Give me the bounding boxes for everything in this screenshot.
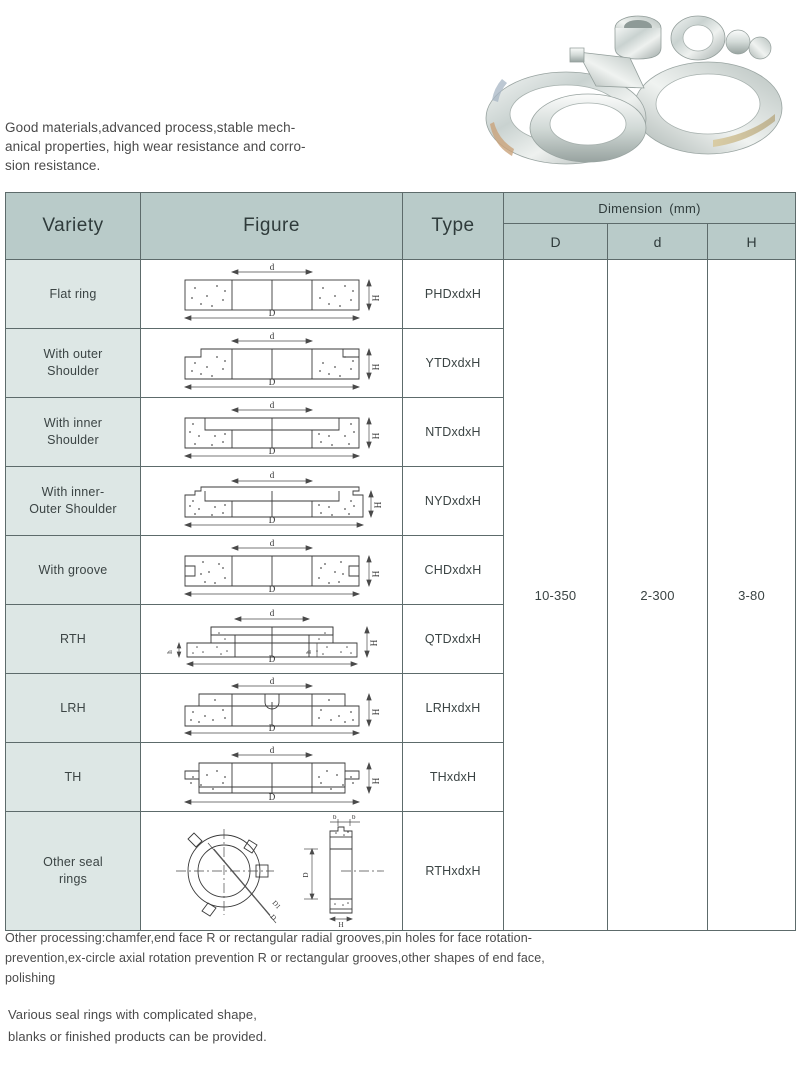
- sphere-group: [726, 30, 771, 59]
- intro-line-2: anical properties, high wear resistance and corro-: [5, 139, 306, 154]
- variety-label: With groove: [38, 562, 108, 577]
- label-height: H: [370, 777, 381, 785]
- variety-label: With inner-: [41, 485, 105, 499]
- table-body: [6, 260, 796, 931]
- variety-lrh: [6, 674, 141, 743]
- label-inner-diameter: d: [269, 262, 274, 272]
- cylinder-ring: [671, 16, 725, 60]
- variety-th: [6, 743, 141, 812]
- type-code: YTDxdxH: [403, 329, 504, 398]
- label-plan-D1: D1: [270, 898, 282, 911]
- figure-outer-shoulder: [141, 329, 403, 398]
- dimension-value-D: 10-350: [504, 260, 608, 931]
- intro-line-3: sion resistance.: [5, 158, 101, 173]
- type-code: CHDxdxH: [403, 536, 504, 605]
- label-outer-diameter: D: [268, 446, 275, 456]
- header-dim-d: d: [608, 224, 708, 260]
- label-section-b1: b: [351, 815, 355, 821]
- label-outer-diameter: D: [268, 515, 275, 525]
- variety-outer-shoulder: [6, 329, 141, 398]
- label-outer-diameter: D: [268, 308, 275, 318]
- inner-shoulder-section-drawing: [157, 400, 387, 464]
- type-code: PHDxdxH: [403, 260, 504, 329]
- plan-view: [188, 833, 268, 916]
- specification-table: [5, 192, 796, 931]
- figure-th: [141, 743, 403, 812]
- intro-paragraph: [5, 118, 395, 175]
- label-inner-diameter: d: [269, 400, 274, 410]
- label-height: H: [370, 570, 381, 578]
- variety-label: Flat ring: [49, 286, 97, 301]
- label-outer-diameter: D: [268, 792, 275, 802]
- label-section-b: b: [332, 815, 336, 821]
- figure-inner-shoulder: [141, 398, 403, 467]
- flat-ring-section-drawing: [157, 262, 387, 326]
- closing-line-1: Various seal rings with complicated shape,: [8, 1007, 257, 1022]
- label-outer-diameter: D: [268, 584, 275, 594]
- sleeve-part: [615, 16, 661, 59]
- header-dim-H: H: [708, 224, 796, 260]
- variety-label: With outer: [43, 347, 103, 361]
- label-plan-D: D: [268, 912, 278, 923]
- type-code: QTDxdxH: [403, 605, 504, 674]
- label-inner-diameter: d: [269, 538, 274, 548]
- with-groove-section-drawing: [157, 538, 387, 602]
- lrh-notched-section-drawing: [157, 676, 387, 740]
- label-height: H: [370, 294, 381, 302]
- label-height: H: [370, 708, 381, 716]
- closing-notes: [8, 1004, 608, 1048]
- label-step-height: h: [165, 650, 174, 654]
- figure-other-seal-rings: [141, 812, 403, 931]
- variety-label-2: Shoulder: [47, 364, 99, 378]
- processing-notes: [5, 928, 695, 988]
- figure-lrh: [141, 674, 403, 743]
- label-step-height-2: h: [304, 650, 313, 654]
- label-inner-diameter: d: [269, 470, 274, 480]
- product-photo: [470, 0, 800, 182]
- type-code: LRHxdxH: [403, 674, 504, 743]
- table-row: [6, 260, 796, 329]
- label-inner-diameter: d: [269, 608, 274, 618]
- type-code: THxdxH: [403, 743, 504, 812]
- variety-label-2: Shoulder: [47, 433, 99, 447]
- label-section-H: H: [337, 921, 344, 927]
- variety-other-seal-rings: [6, 812, 141, 931]
- variety-with-groove: [6, 536, 141, 605]
- side-section-view: [330, 827, 352, 913]
- table-header: [6, 193, 796, 260]
- variety-label: LRH: [60, 700, 86, 715]
- header-figure: Figure: [141, 193, 403, 260]
- variety-rth: [6, 605, 141, 674]
- type-code: NYDxdxH: [403, 467, 504, 536]
- label-height: H: [370, 432, 381, 440]
- note-line-1: Other processing:chamfer,end face R or rectangular radial grooves,pin holes for face rotation-: [5, 931, 533, 945]
- inner-outer-shoulder-section-drawing: [157, 469, 387, 533]
- label-inner-diameter: d: [269, 331, 274, 341]
- seal-rings-illustration: [470, 0, 800, 182]
- label-outer-diameter: D: [268, 377, 275, 387]
- header-row-top: [6, 193, 796, 224]
- label-height: H: [368, 639, 379, 647]
- dimension-value-H: 3-80: [708, 260, 796, 931]
- figure-inner-outer-shoulder: [141, 467, 403, 536]
- variety-label: With inner: [43, 416, 103, 430]
- note-line-2: prevention,ex-circle axial rotation prevention R or rectangular grooves,other shapes of end face,: [5, 951, 545, 965]
- variety-label-2: rings: [58, 872, 88, 886]
- variety-flat-ring: [6, 260, 141, 329]
- label-outer-diameter: D: [268, 723, 275, 733]
- intro-line-1: Good materials,advanced process,stable mech-: [5, 120, 296, 135]
- rth-stepped-section-drawing: [157, 607, 387, 671]
- ring-front-middle: [530, 94, 646, 162]
- figure-flat-ring: [141, 260, 403, 329]
- label-height: H: [372, 501, 383, 509]
- variety-inner-shoulder: [6, 398, 141, 467]
- label-outer-diameter: D: [268, 654, 275, 664]
- label-height: H: [370, 363, 381, 371]
- variety-label: TH: [64, 769, 82, 784]
- ring-back-right: [634, 62, 782, 154]
- th-profile-section-drawing: [157, 745, 387, 809]
- header-variety: Variety: [6, 193, 141, 260]
- plan-centerlines: [176, 829, 276, 923]
- variety-inner-outer-shoulder: [6, 467, 141, 536]
- label-section-D: D: [301, 872, 310, 878]
- header-dimension-group: Dimension (mm): [504, 193, 796, 224]
- type-code: NTDxdxH: [403, 398, 504, 467]
- label-inner-diameter: d: [269, 676, 274, 686]
- variety-label: RTH: [59, 631, 87, 646]
- type-code: RTHxdxH: [403, 812, 504, 931]
- page-header-area: [0, 0, 800, 190]
- header-dim-D: D: [504, 224, 608, 260]
- other-seal-rings-drawing: [152, 815, 392, 927]
- label-inner-diameter: d: [269, 745, 274, 755]
- header-type: Type: [403, 193, 504, 260]
- variety-label-2: Outer Shoulder: [29, 502, 117, 516]
- note-line-3: polishing: [5, 971, 56, 985]
- variety-label: Other seal: [43, 855, 103, 869]
- outer-shoulder-section-drawing: [157, 331, 387, 395]
- figure-with-groove: [141, 536, 403, 605]
- dimension-value-d: 2-300: [608, 260, 708, 931]
- figure-rth: [141, 605, 403, 674]
- closing-line-2: blanks or finished products can be provided.: [8, 1029, 267, 1044]
